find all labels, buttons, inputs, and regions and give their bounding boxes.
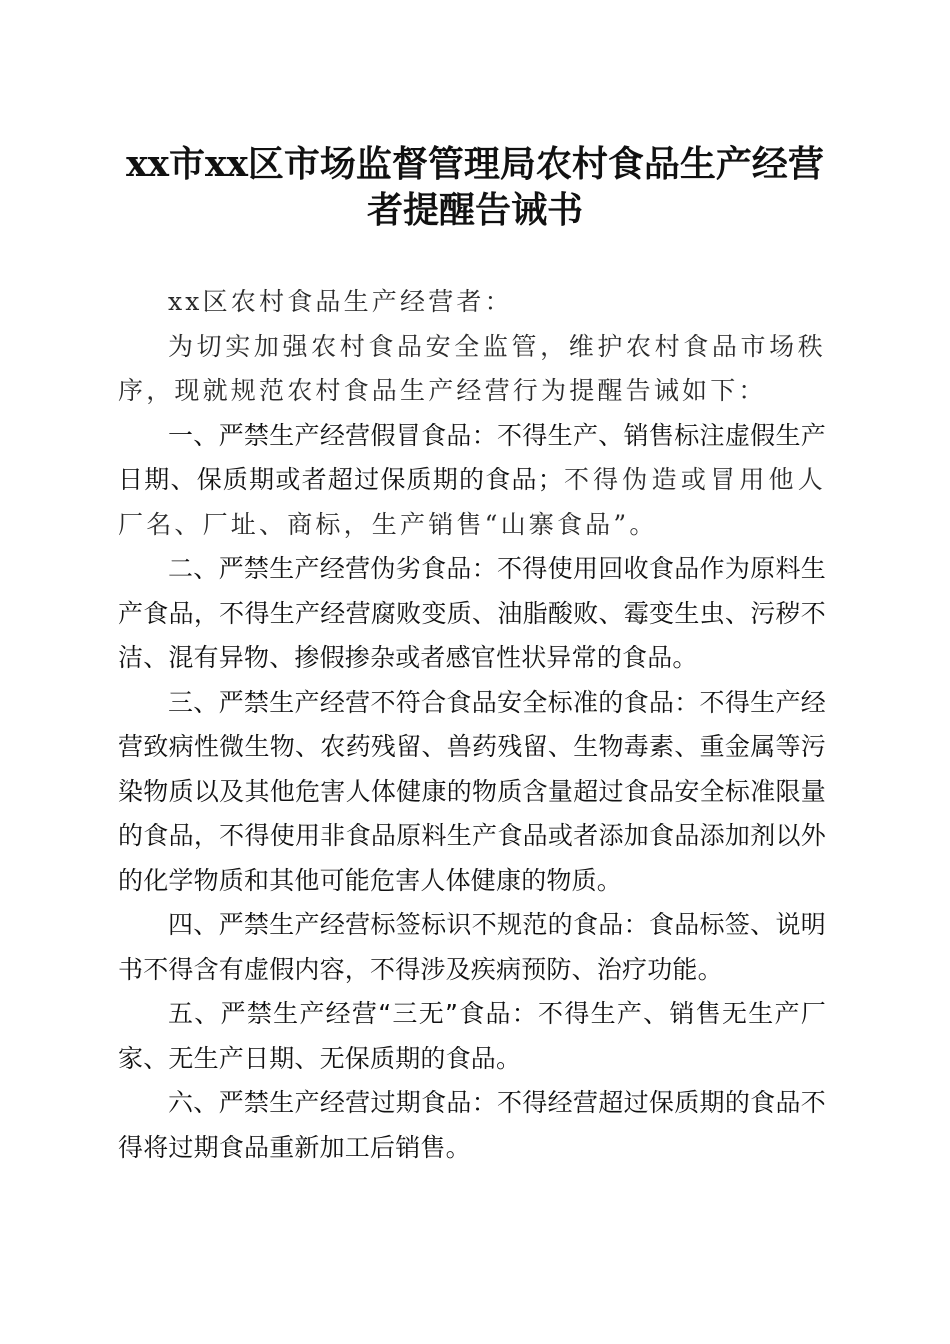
document-title-line-1: xx市xx区市场监督管理局农村食品生产经营 bbox=[126, 143, 824, 185]
item-6-lead: 六、严禁生产经营过期食品：不得经营超过保质期的食品不得将过期食品重新加工后销售。 bbox=[118, 1088, 826, 1162]
item-paragraph-6 bbox=[118, 1081, 826, 1170]
item-5-lead: 五、严禁生产经营“三无”食品：不得生产、销售无生产厂家、无生产日期、无保质期的食品。 bbox=[118, 999, 826, 1073]
item-paragraph-1 bbox=[118, 414, 826, 548]
intro-paragraph: 为切实加强农村食品安全监管，维护农村食品市场秩序，现就规范农村食品生产经营行为提醒告诫如下： bbox=[118, 331, 826, 405]
salutation: xx区农村食品生产经营者： bbox=[168, 287, 513, 316]
item-paragraph-3 bbox=[118, 681, 826, 904]
item-paragraph-2 bbox=[118, 547, 826, 681]
item-paragraph-4 bbox=[118, 903, 826, 992]
document-body bbox=[118, 280, 826, 1170]
item-1-lead: 一、严禁生产经营假冒食品：不得生产、销售标注虚假生产日期、保质期或者超过保质期的食品； bbox=[118, 420, 826, 494]
item-1-tail: 不得伪造或冒用他人厂名、厂址、商标，生产销售“山寨食品”。 bbox=[118, 465, 826, 539]
document-title-line-2: 者提醒告诫书 bbox=[366, 189, 583, 231]
item-3-lead: 三、严禁生产经营不符合食品安全标准的食品：不得生产经营致病性微生物、农药残留、兽药残留、生物毒素、重金属等污染物质以及其他危害人体健康的物质含量超过食品安全标准限量的食品，不得使用非食品原料生产食品或者添加食品添加剂以外的化学物质和其他可能危害人体健康的物质。 bbox=[118, 687, 826, 895]
item-4-lead: 四、严禁生产经营标签标识不规范的食品：食品标签、说明书不得含有虚假内容，不得涉及疾病预防、治疗功能。 bbox=[118, 910, 826, 984]
item-2-lead: 二、严禁生产经营伪劣食品：不得使用回收食品作为原料生产食品，不得生产经营腐败变质、油脂酸败、霉变生虫、污秽不洁、混有异物、掺假掺杂或者感官性状异常的食品。 bbox=[118, 554, 826, 672]
item-paragraph-5 bbox=[118, 992, 826, 1081]
